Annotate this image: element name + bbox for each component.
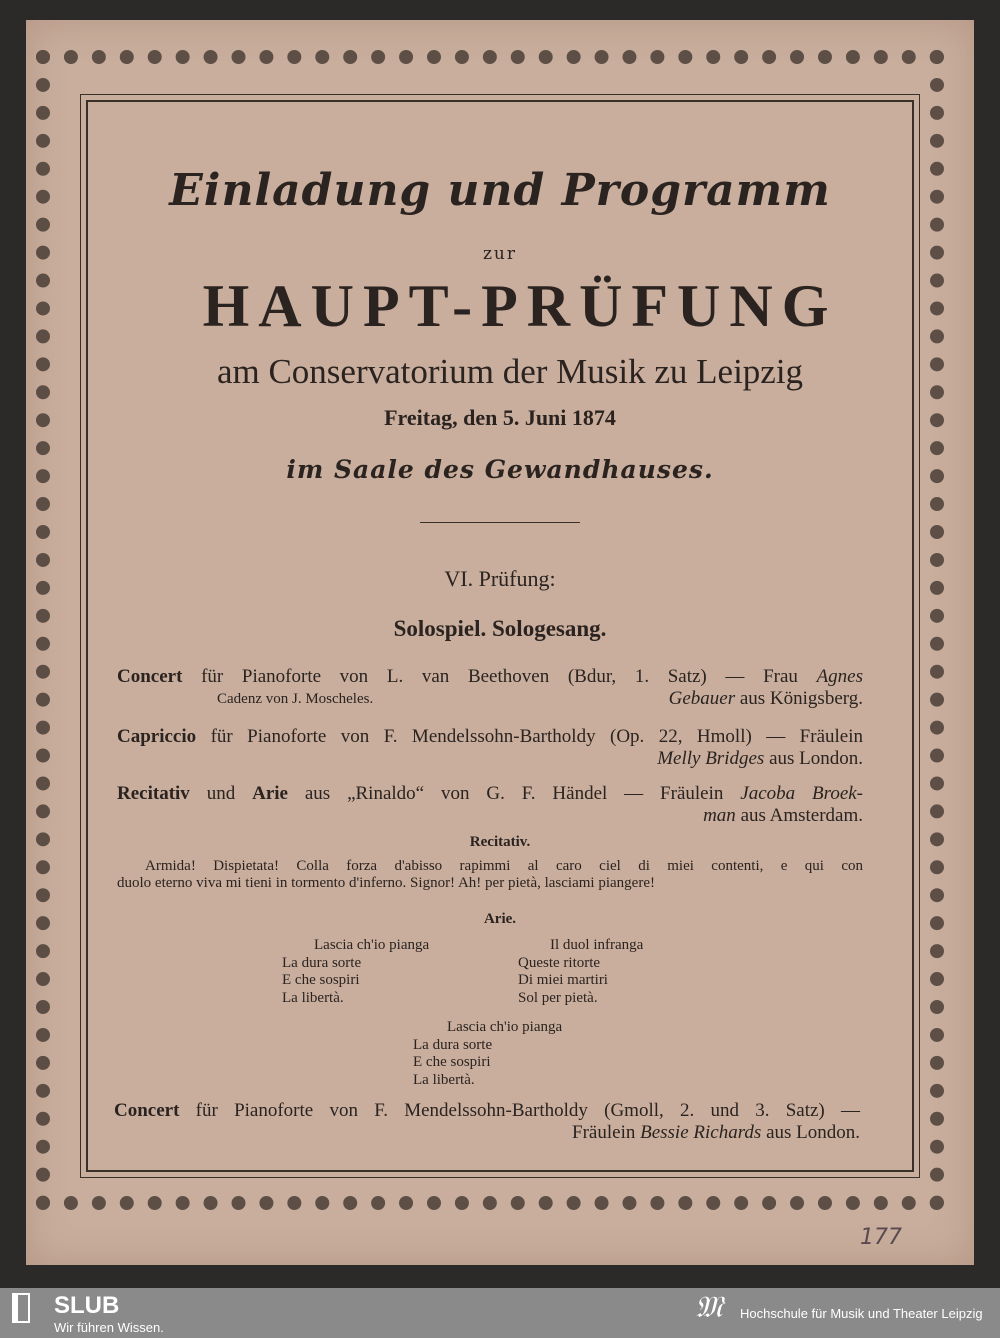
event-venue: im Saale des Gewandhauses. <box>286 455 714 484</box>
item-title: Concert <box>117 666 183 687</box>
program-item: Capriccio für Pianoforte von F. Mendelssohn-Bartholdy (Op. 22, Hmoll) — Fräulein Melly Bridges aus London. <box>117 726 863 769</box>
title-zur: zur <box>482 244 518 264</box>
recitativ-text: Armida! Dispietata! Colla forza d'abisso rapimmi al caro ciel di miei contenti, e qui con duolo eterno viva mi tieni in tormento d'inferno. Signor! Ah! per pietà, lasciami piangere! <box>117 858 863 891</box>
event-date: Freitag, den 5. Juni 1874 <box>384 405 616 430</box>
title-haupt-pruefung: HAUPT-PRÜFUNG <box>202 273 838 339</box>
subtitle-conservatorium: am Conservatorium der Musik zu Leipzig <box>216 352 804 391</box>
arie-right-stanza: Il duol infranga Queste ritorte Di miei martiri Sol per pietà. <box>518 937 644 1006</box>
program-item: Concert für Pianoforte von F. Mendelssohn-Bartholdy (Gmoll, 2. und 3. Satz) — Fräulein Bessie Richards aus London. <box>114 1100 861 1143</box>
footer-bar <box>0 1288 1000 1338</box>
section-number: VI. Prüfung: <box>444 566 556 591</box>
decorative-divider <box>420 522 580 523</box>
handwritten-page-number: 177 <box>860 1225 902 1250</box>
arie-left-stanza: Lascia ch'io pianga La dura sorte E che sospiri La libertà. <box>282 937 430 1006</box>
program-item: Recitativ und Arie aus „Rinaldo“ von G. F. Händel — Fräulein Jacoba Broek- man aus Amsterdam. <box>117 783 864 826</box>
hmt-name: Hochschule für Musik und Theater Leipzig <box>740 1306 983 1321</box>
title-einladung: Einladung und Programm <box>169 165 831 216</box>
section-title: Solospiel. Sologesang. <box>393 616 607 641</box>
recitativ-heading: Recitativ. <box>469 834 531 850</box>
slub-logo-text: SLUB <box>54 1292 120 1319</box>
program-item: Concert für Pianoforte von L. van Beethoven (Bdur, 1. Satz) — Frau Agnes Cadenz von J. Moscheles. Gebauer aus Königsberg. <box>117 666 863 709</box>
arie-heading: Arie. <box>483 911 517 927</box>
slub-book-icon <box>12 1293 30 1323</box>
hmt-logo-icon: 𝔐 <box>695 1290 723 1325</box>
slub-tagline: Wir führen Wissen. <box>54 1320 164 1335</box>
arie-center-stanza: Lascia ch'io pianga La dura sorte E che sospiri La libertà. <box>413 1019 563 1088</box>
